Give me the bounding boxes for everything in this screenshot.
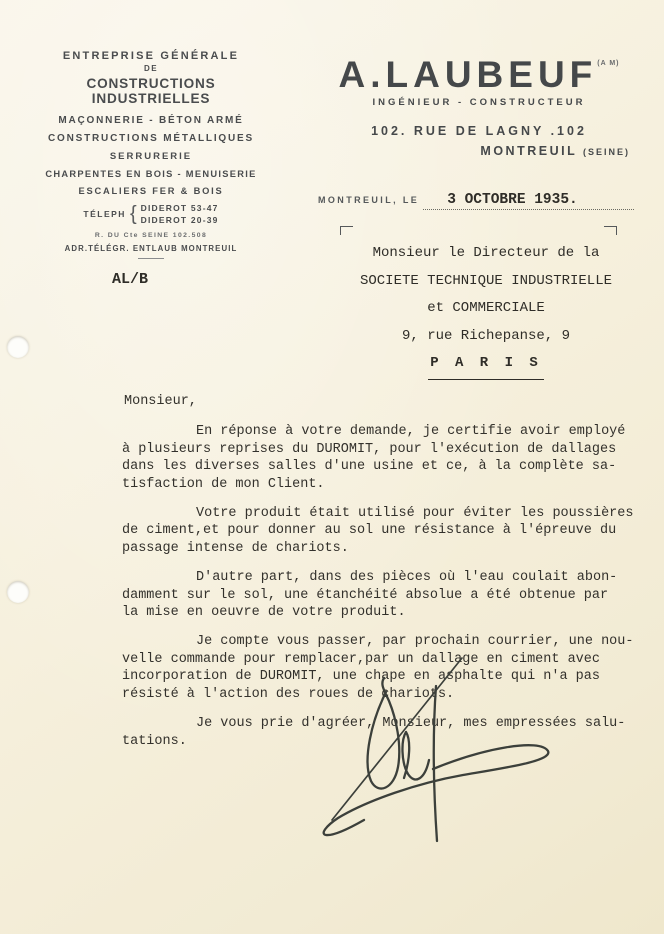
dateline-printed-label: MONTREUIL, LE <box>318 195 420 205</box>
service-line: CONSTRUCTIONS MÉTALLIQUES <box>48 133 254 144</box>
body-line: la mise en oeuvre de votre produit. <box>122 605 406 621</box>
body-line: passage intense de chariots. <box>122 540 349 556</box>
body-line: à plusieurs reprises du DUROMIT, pour l'exécution de dallages <box>122 441 617 457</box>
paragraph-1 <box>122 423 646 493</box>
trade-registry-line: R. DU Cte SEINE 102.508 <box>94 231 208 239</box>
body-line: tations. <box>122 733 187 749</box>
recipient-line: SOCIETE TECHNIQUE INDUSTRIELLE <box>359 272 613 289</box>
dateline-typed-date <box>423 192 634 210</box>
body-line: Je compte vous passer, par prochain courrier, une nou- <box>196 634 634 650</box>
sender-name-text: A.LAUBEUF <box>338 54 598 95</box>
body-line: En réponse à votre demande, je certifie avoir employé <box>196 424 626 440</box>
recipient-line: 9, rue Richepanse, 9 <box>401 327 571 344</box>
body-line: Votre produit était utilisé pour éviter les poussières <box>196 506 634 522</box>
letterhead-company-block <box>36 50 266 288</box>
reference-initials: AL/B <box>112 270 149 288</box>
recipient-line: et COMMERCIALE <box>427 300 545 316</box>
recipient-city-text: P A R I S <box>428 350 544 380</box>
recipient-city <box>346 350 626 380</box>
letterhead-sender-block <box>312 56 646 158</box>
body-line: de ciment,et pour donner au sol une résistance à l'épreuve du <box>122 523 617 539</box>
brace-glyph: { <box>129 203 137 226</box>
recipient-address-block <box>346 240 626 380</box>
telephone-label: TÉLEPH <box>83 209 126 220</box>
sender-name <box>312 56 646 93</box>
sender-city <box>312 144 646 158</box>
service-line: ESCALIERS FER & BOIS <box>78 186 224 196</box>
telephone-number: DIDEROT 53-47 <box>140 203 219 213</box>
paragraph-3 <box>122 569 646 621</box>
body-line: damment sur le sol, une étanchéité absolue a été obtenue par <box>122 587 609 603</box>
sender-city-text: MONTREUIL <box>480 144 577 158</box>
company-name-line3: CONSTRUCTIONS INDUSTRIELLES <box>86 76 216 106</box>
body-line: incorporation de DUROMIT, une chape en asphalte qui n'a pas <box>122 669 600 685</box>
body-line: dans les diverses salles d'une usine et ce, à la complète sa- <box>122 459 617 475</box>
sender-street-address: 102. RUE DE LAGNY .102 <box>371 124 587 138</box>
company-name-line2: DE <box>143 64 159 73</box>
paragraph-2 <box>122 505 646 557</box>
telephone-number: DIDEROT 20-39 <box>140 215 219 226</box>
service-line: CHARPENTES EN BOIS - MENUISERIE <box>45 169 257 179</box>
body-line: Je vous prie d'agréer, Monsieur, mes empressées salu- <box>196 716 626 732</box>
handwritten-signature <box>312 648 568 853</box>
company-name-line1: ENTREPRISE GÉNÉRALE <box>62 50 240 62</box>
address-window-mark-right <box>604 226 617 235</box>
letterhead-divider <box>138 258 164 259</box>
body-line: tisfaction de mon Client. <box>122 476 325 492</box>
sender-name-suffix: (A M) <box>597 60 620 67</box>
telephone-block <box>36 202 266 227</box>
body-line: velle commande pour remplacer,par un dallage en ciment avec <box>122 651 600 667</box>
salutation: Monsieur, <box>124 394 197 409</box>
recipient-line: Monsieur le Directeur de la <box>372 245 600 261</box>
body-line: D'autre part, dans des pièces où l'eau coulait abon- <box>196 570 618 586</box>
body-line: résisté à l'action des roues de chariots. <box>122 686 455 702</box>
dateline <box>318 192 634 210</box>
sender-title: INGÉNIEUR - CONSTRUCTEUR <box>372 97 586 108</box>
service-line: SERRURERIE <box>109 151 193 162</box>
punch-hole <box>7 581 29 603</box>
telegraph-address-line: ADR.TÉLÉGR. ENTLAUB MONTREUIL <box>64 243 238 253</box>
service-line: MAÇONNERIE - BÉTON ARMÉ <box>58 115 244 126</box>
typed-date-text: 3 OCTOBRE 1935. <box>447 192 578 208</box>
punch-hole <box>7 336 29 358</box>
sender-department: (SEINE) <box>582 147 630 157</box>
address-window-mark-left <box>340 226 353 235</box>
